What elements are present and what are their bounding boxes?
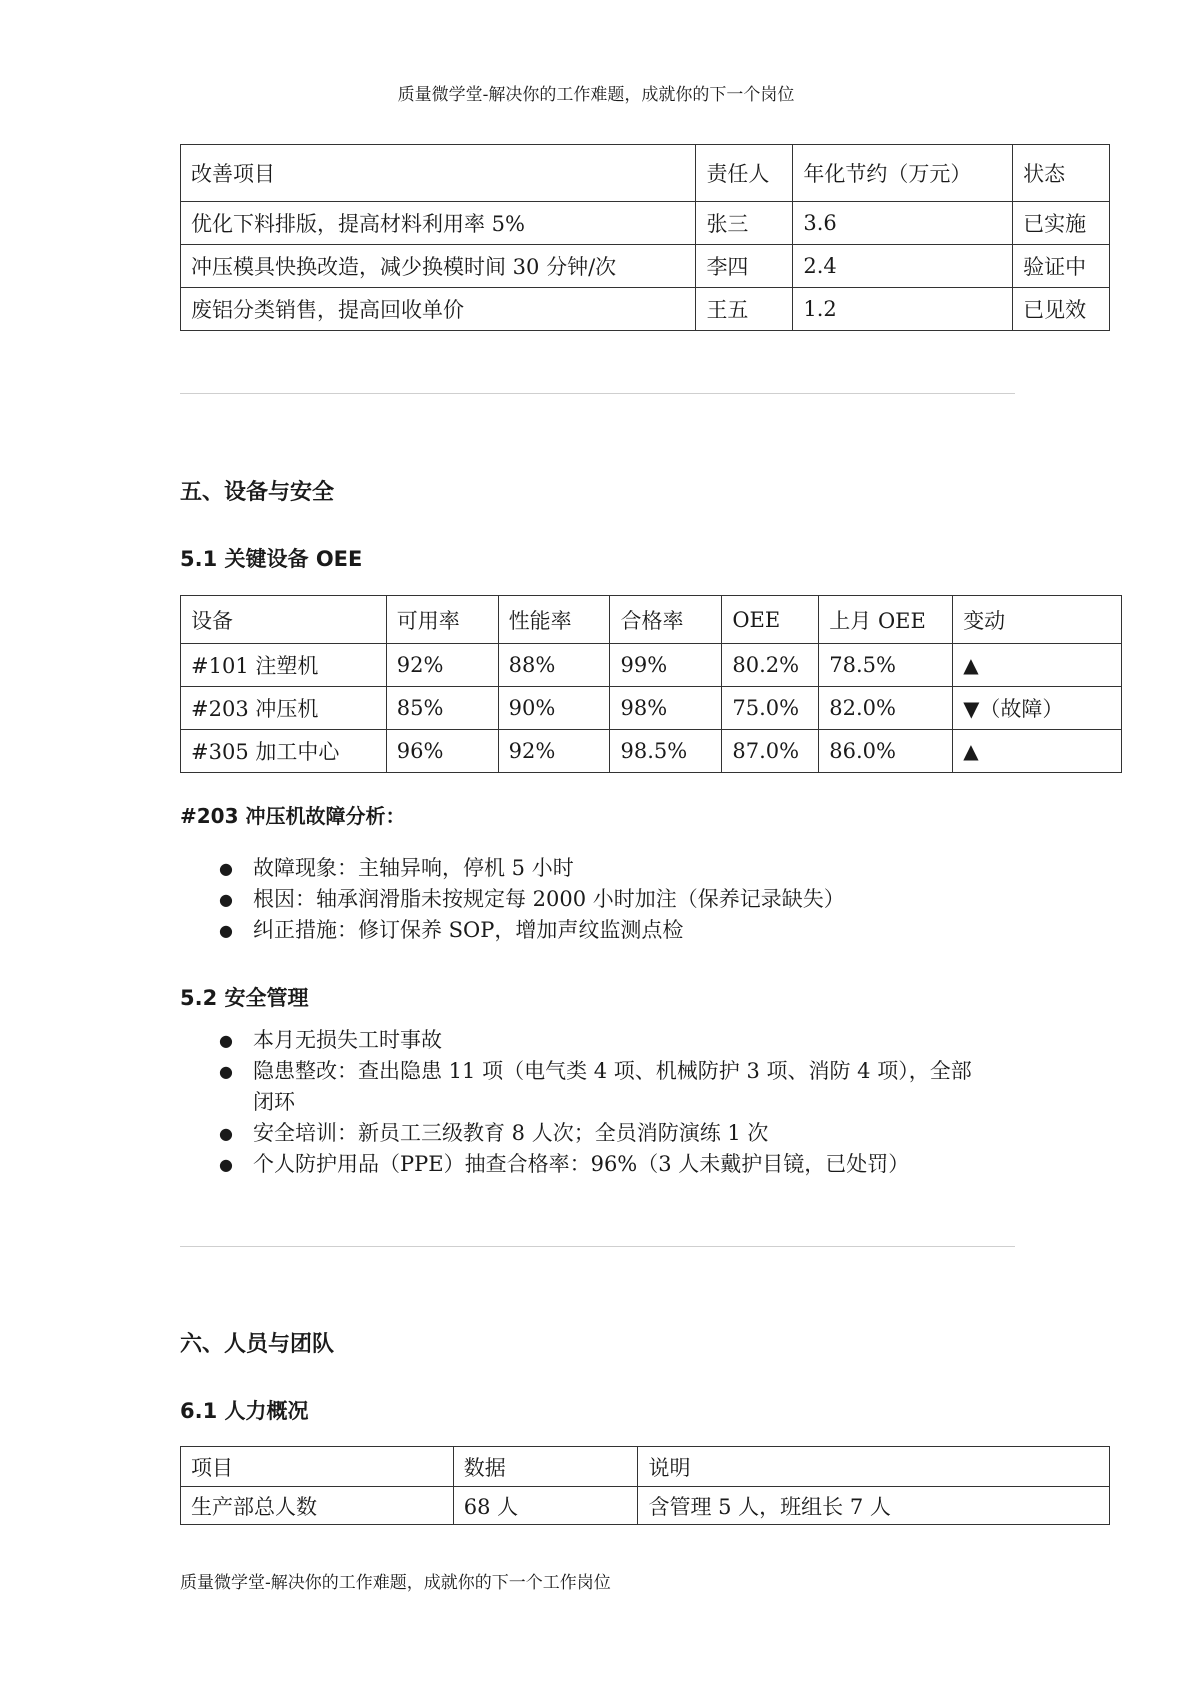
bullet-icon: ● — [219, 1062, 233, 1081]
cell: 85% — [386, 687, 498, 730]
cell: 98% — [610, 687, 722, 730]
subsection-title: 6.1 人力概况 — [180, 1399, 309, 1423]
bullet-icon: ● — [219, 1155, 233, 1174]
cell: 王五 — [696, 288, 793, 331]
list-item: ● 隐患整改：查出隐患 11 项（电气类 4 项、机械防护 3 项、消防 4 项），全部闭环 — [215, 1056, 985, 1118]
header-cell: 合格率 — [610, 596, 722, 644]
header-cell: 可用率 — [386, 596, 498, 644]
cell: 75.0% — [722, 687, 819, 730]
section-divider — [180, 1246, 1015, 1247]
trend-down-icon: ▼（故障） — [953, 687, 1122, 730]
cell: 验证中 — [1013, 245, 1110, 288]
cell: 80.2% — [722, 644, 819, 687]
improvement-table — [180, 144, 1110, 331]
cell: #305 加工中心 — [181, 730, 387, 773]
cell: #101 注塑机 — [181, 644, 387, 687]
cell: 82.0% — [819, 687, 953, 730]
manpower-table — [180, 1446, 1110, 1525]
cell: 张三 — [696, 202, 793, 245]
table-row — [181, 288, 1110, 331]
cell: 2.4 — [793, 245, 1013, 288]
list-item: ● 根因：轴承润滑脂未按规定每 2000 小时加注（保养记录缺失） — [215, 884, 1015, 915]
bullet-icon: ● — [219, 921, 233, 940]
header-cell: 说明 — [638, 1447, 1110, 1487]
cell: 已实施 — [1013, 202, 1110, 245]
list-item: ● 安全培训：新员工三级教育 8 人次；全员消防演练 1 次 — [215, 1118, 985, 1149]
cell: 88% — [498, 644, 610, 687]
header-cell: 项目 — [181, 1447, 454, 1487]
safety-list — [215, 1025, 985, 1180]
header-cell: 状态 — [1013, 145, 1110, 202]
bullet-icon: ● — [219, 1031, 233, 1050]
cell: #203 冲压机 — [181, 687, 387, 730]
page-footer: 质量微学堂-解决你的工作难题，成就你的下一个工作岗位 — [180, 1573, 611, 1593]
cell: 废铝分类销售，提高回收单价 — [181, 288, 696, 331]
cell: 生产部总人数 — [181, 1487, 454, 1525]
table-row — [181, 245, 1110, 288]
cell: 含管理 5 人，班组长 7 人 — [638, 1487, 1110, 1525]
section-title: 六、人员与团队 — [180, 1332, 335, 1357]
cell: 78.5% — [819, 644, 953, 687]
page-header: 质量微学堂-解决你的工作难题，成就你的下一个岗位 — [397, 85, 795, 105]
cell: 90% — [498, 687, 610, 730]
cell: 优化下料排版，提高材料利用率 5% — [181, 202, 696, 245]
trend-up-icon: ▲ — [953, 730, 1122, 773]
bullet-icon: ● — [219, 859, 233, 878]
header-cell: 性能率 — [498, 596, 610, 644]
trend-up-icon: ▲ — [953, 644, 1122, 687]
header-cell: OEE — [722, 596, 819, 644]
cell: 98.5% — [610, 730, 722, 773]
table-row — [181, 644, 1122, 687]
cell: 冲压模具快换改造，减少换模时间 30 分钟/次 — [181, 245, 696, 288]
header-cell: 设备 — [181, 596, 387, 644]
header-cell: 改善项目 — [181, 145, 696, 202]
subsection-title: 5.1 关键设备 OEE — [180, 547, 363, 571]
header-cell: 变动 — [953, 596, 1122, 644]
table-header-row — [181, 145, 1110, 202]
table-row — [181, 202, 1110, 245]
list-item: ● 个人防护用品（PPE）抽查合格率：96%（3 人未戴护目镜，已处罚） — [215, 1149, 985, 1180]
subsection-title: 5.2 安全管理 — [180, 986, 309, 1010]
cell: 已见效 — [1013, 288, 1110, 331]
cell: 92% — [386, 644, 498, 687]
cell: 99% — [610, 644, 722, 687]
oee-table — [180, 595, 1122, 773]
cell: 李四 — [696, 245, 793, 288]
list-item: ● 本月无损失工时事故 — [215, 1025, 985, 1056]
cell: 1.2 — [793, 288, 1013, 331]
list-item: ● 纠正措施：修订保养 SOP，增加声纹监测点检 — [215, 915, 1015, 946]
cell: 96% — [386, 730, 498, 773]
cell: 86.0% — [819, 730, 953, 773]
table-header-row — [181, 596, 1122, 644]
header-cell: 上月 OEE — [819, 596, 953, 644]
table-row — [181, 687, 1122, 730]
fault-analysis-list — [215, 853, 1015, 946]
cell: 3.6 — [793, 202, 1013, 245]
cell: 92% — [498, 730, 610, 773]
section-divider — [180, 393, 1015, 394]
table-row — [181, 730, 1122, 773]
header-cell: 年化节约（万元） — [793, 145, 1013, 202]
table-header-row — [181, 1447, 1110, 1487]
header-cell: 责任人 — [696, 145, 793, 202]
cell: 68 人 — [453, 1487, 638, 1525]
section-title: 五、设备与安全 — [180, 480, 335, 505]
bullet-icon: ● — [219, 1124, 233, 1143]
table-row — [181, 1487, 1110, 1525]
bullet-icon: ● — [219, 890, 233, 909]
fault-analysis-title: #203 冲压机故障分析： — [180, 804, 406, 828]
cell: 87.0% — [722, 730, 819, 773]
list-item: ● 故障现象：主轴异响，停机 5 小时 — [215, 853, 1015, 884]
header-cell: 数据 — [453, 1447, 638, 1487]
